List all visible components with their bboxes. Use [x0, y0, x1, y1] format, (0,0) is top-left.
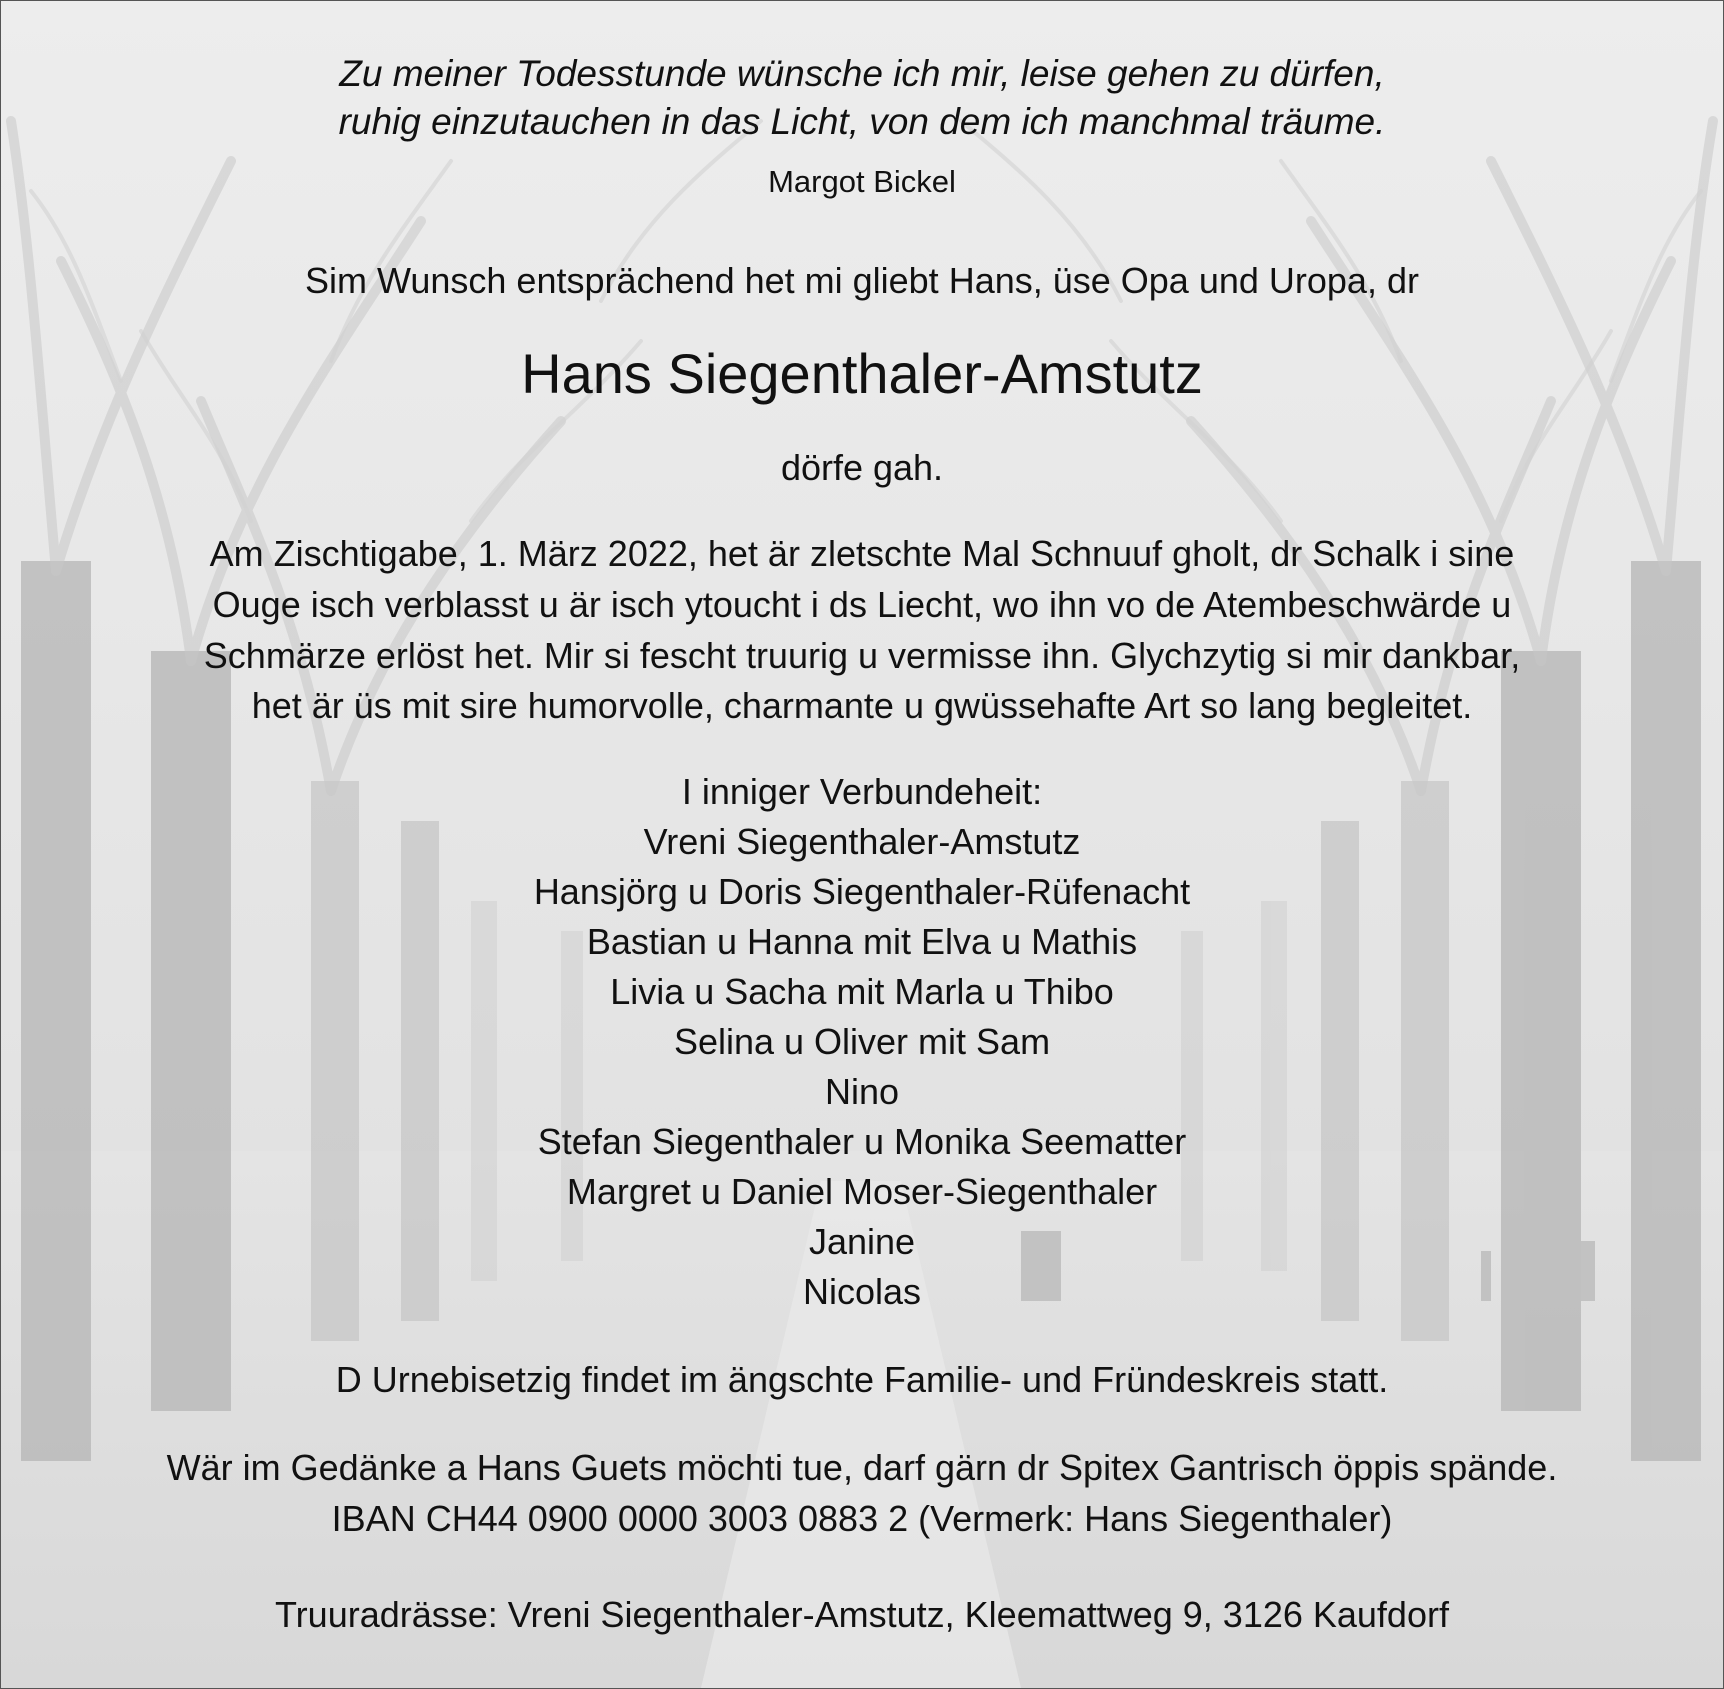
mourner-name: Nicolas: [802, 1271, 922, 1312]
mourner-name: Vreni Siegenthaler-Amstutz: [643, 821, 1081, 862]
message-line-1: Am Zischtigabe, 1. März 2022, het är zletschte Mal Schnuuf gholt, dr Schalk i sine: [209, 533, 1515, 574]
notice-content: [1, 1, 1723, 1688]
mourner-name: Hansjörg u Doris Siegenthaler-Rüfenacht: [533, 871, 1191, 912]
mourner-name: Selina u Oliver mit Sam: [673, 1021, 1051, 1062]
donation-iban: IBAN CH44 0900 0000 3003 0883 2 (Vermerk: Hans Siegenthaler): [331, 1498, 1393, 1539]
mourner-name: Margret u Daniel Moser-Siegenthaler: [566, 1171, 1158, 1212]
intro-text: Sim Wunsch entsprächend het mi gliebt Hans, üse Opa und Uropa, dr: [305, 260, 1419, 301]
mourner-name: Stefan Siegenthaler u Monika Seematter: [537, 1121, 1187, 1162]
mourner-name: Janine: [808, 1221, 916, 1262]
after-name-text: dörfe gah.: [780, 447, 944, 488]
message-line-2: Ouge isch verblasst u är isch ytoucht i ds Liecht, wo ihn vo de Atembeschwärde u: [212, 584, 1512, 625]
quote-line-2: ruhig einzutauchen in das Licht, von dem ich manchmal träume.: [338, 101, 1386, 142]
funeral-note: D Urnebisetzig findet im ängschte Familie- und Fründeskreis statt.: [335, 1359, 1389, 1400]
message-line-3: Schmärze erlöst het. Mir si fescht truurig u vermisse ihn. Glychzytig si mir dankbar,: [203, 635, 1521, 676]
quote-line-1: Zu meiner Todesstunde wünsche ich mir, leise gehen zu dürfen,: [339, 53, 1385, 94]
donation-line-1: Wär im Gedänke a Hans Guets möchti tue, darf gärn dr Spitex Gantrisch öppis spände.: [166, 1447, 1558, 1488]
quote-author: Margot Bickel: [768, 164, 956, 199]
mourner-name: Livia u Sacha mit Marla u Thibo: [610, 971, 1114, 1012]
mourners-heading: I inniger Verbundeheit:: [681, 771, 1043, 812]
message-line-4: het är üs mit sire humorvolle, charmante u gwüssehafte Art so lang begleitet.: [251, 685, 1473, 726]
mourner-name: Nino: [824, 1071, 900, 1112]
deceased-name: Hans Siegenthaler-Amstutz: [521, 342, 1203, 405]
mourner-name: Bastian u Hanna mit Elva u Mathis: [586, 921, 1138, 962]
mourning-address: Truuradrässe: Vreni Siegenthaler-Amstutz, Kleemattweg 9, 3126 Kaufdorf: [275, 1594, 1449, 1635]
